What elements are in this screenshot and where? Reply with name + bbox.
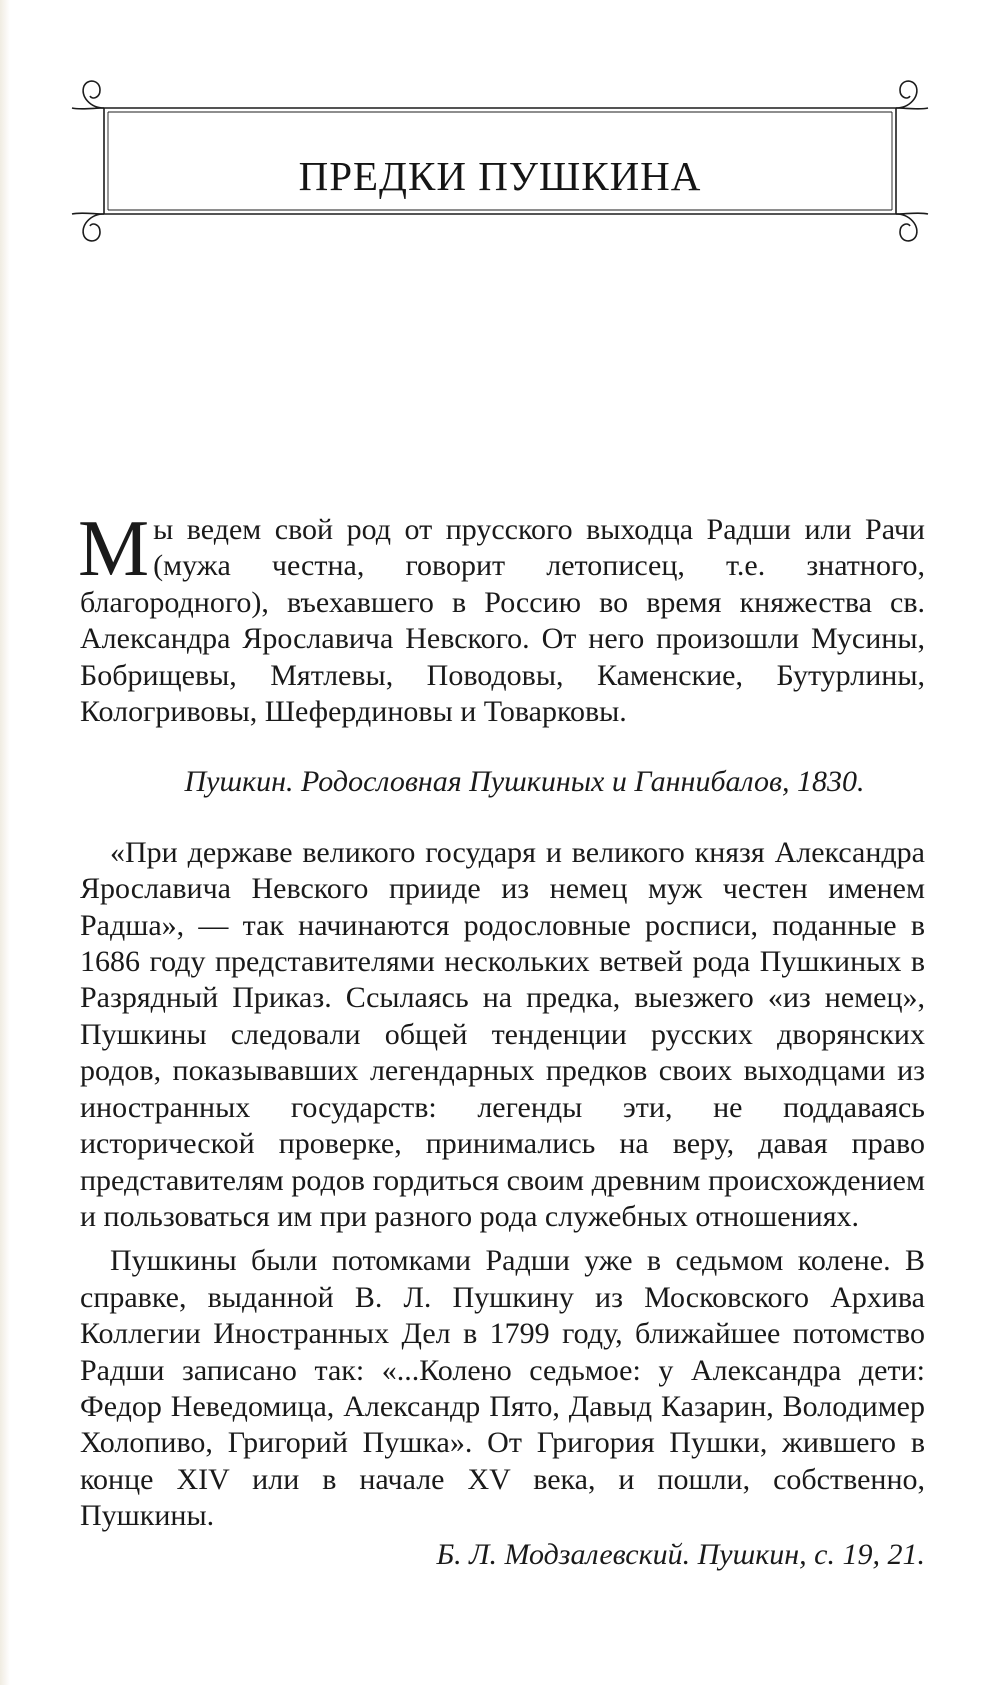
epigraph-attribution: Пушкин. Родословная Пушкиных и Ганнибалов, 1830. (184, 765, 865, 799)
page-content (78, 505, 925, 1573)
body-paragraph-2: Пушкины были потомками Радши уже в седьмом колене. В справке, выданной В. Л. Пушкину из Московского Архива Коллегии Иностранных Дел в 1799 году, ближайшее потомство Радши записано так: «...Колено седьмое: у Александра дети: Федор Неведомица, Александр Пято, Давыд Казарин, Володимер Холопиво, Григорий Пушка». От Григория Пушки, жившего в конце XIV или в начале XV века, и пошли, собственно, Пушкины. (80, 1244, 925, 1533)
source-attribution: Б. Л. Модзалевский. Пушкин, с. 19, 21. (436, 1537, 925, 1571)
epigraph-text (78, 505, 925, 730)
epigraph (78, 505, 925, 730)
body-paragraph-1: «При державе великого государя и великого князя Александра Ярославича Невского прииде из немец муж честен именем Радша», — так начинаются родословные росписи, поданные в 1686 году представителями нескольких ветвей рода Пушкиных в Разрядный Приказ. Ссылаясь на предка, выезжего «из немец», Пушкины следовали общей тенденции русских дворянских родов, показывавших легендарных предков своих выходцами из иностранных государств: легенды эти, не поддаваясь исторической проверке, принимались на веру, давая право представителям родов гордиться своим древним происхождением и пользоваться им при разного рода служебных отношениях. (80, 835, 925, 1233)
chapter-title: ПРЕДКИ ПУШКИНА (298, 153, 702, 199)
page-edge-shadow (0, 0, 10, 1685)
drop-cap: М (78, 505, 150, 593)
chapter-title-frame (70, 78, 930, 278)
epigraph-body: ы ведем свой род от прусского выходца Радши или Рачи (мужа честна, говорит летописец, т.е. знатного, благородного), въехавшего в Россию во время княжества св. Александра Ярославича Невского. От него произошли Мусины, Бобрищевы, Мятлевы, Поводовы, Каменские, Бутурлины, Кологривовы, Шефердиновы и Товарковы. (80, 513, 925, 729)
